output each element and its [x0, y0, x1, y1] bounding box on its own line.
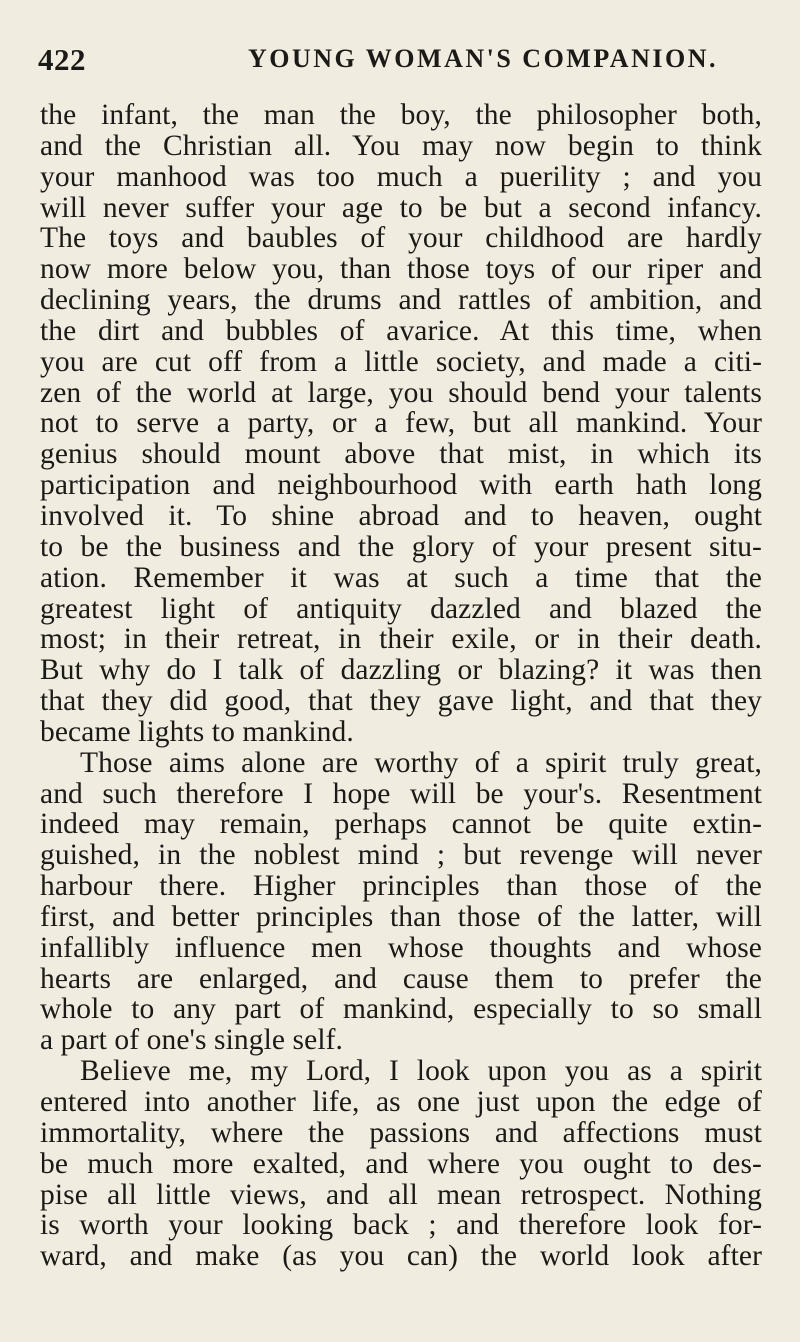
- text-line: immortality, where the passions and affections must: [40, 1116, 762, 1149]
- text-line: ward, and make (as you can) the world look after: [40, 1240, 762, 1273]
- running-head: [38, 42, 762, 86]
- text-line: that they did good, that they gave light, and that they: [40, 685, 762, 718]
- text-line: you are cut off from a little society, and made a citi-: [40, 345, 762, 378]
- text-line: the infant, the man the boy, the philosopher both,: [40, 99, 762, 131]
- text-line: ation. Remember it was at such a time that the: [40, 561, 762, 594]
- text-line: indeed may remain, perhaps cannot be quite extin-: [40, 808, 762, 841]
- text-line: to be the business and the glory of your present situ-: [40, 530, 762, 563]
- text-line: hearts are enlarged, and cause them to prefer the: [40, 962, 762, 995]
- text-line: be much more exalted, and where you ought to des-: [40, 1147, 762, 1180]
- text-line: involved it. To shine abroad and to heaven, ought: [40, 499, 762, 532]
- text-line: became lights to mankind.: [40, 715, 354, 748]
- text-line: will never suffer your age to be but a second infancy.: [40, 191, 762, 224]
- text-line: Those aims alone are worthy of a spirit truly great,: [80, 746, 762, 779]
- text-line: The toys and baubles of your childhood are hardly: [40, 222, 762, 255]
- text-line: now more below you, than those toys of our riper and: [40, 253, 762, 286]
- text-line: most; in their retreat, in their exile, or in their death.: [40, 623, 762, 656]
- text-line: guished, in the noblest mind ; but revenge will never: [40, 839, 762, 872]
- text-line: the dirt and bubbles of avarice. At this time, when: [40, 314, 762, 347]
- text-line: a part of one's single self.: [40, 1024, 344, 1057]
- text-line: But why do I talk of dazzling or blazing? it was then: [40, 654, 762, 687]
- text-line: Believe me, my Lord, I look upon you as a spirit: [80, 1055, 762, 1088]
- page-number: 422: [38, 42, 86, 77]
- text-line: whole to any part of mankind, especially to so small: [40, 993, 762, 1026]
- text-line: greatest light of antiquity dazzled and blazed the: [40, 592, 762, 625]
- text-line: not to serve a party, or a few, but all mankind. Your: [40, 407, 762, 440]
- text-line: genius should mount above that mist, in which its: [40, 438, 762, 471]
- text-line: first, and better principles than those of the latter, will: [40, 900, 762, 933]
- text-line: participation and neighbourhood with earth hath long: [40, 469, 762, 502]
- text-line: entered into another life, as one just upon the edge of: [40, 1086, 762, 1118]
- text-line: pise all little views, and all mean retrospect. Nothing: [40, 1178, 762, 1211]
- body-text: [40, 100, 762, 1272]
- text-line: declining years, the drums and rattles of ambition, and: [40, 284, 762, 317]
- text-line: your manhood was too much a puerility ; and you: [40, 160, 762, 193]
- text-line: infallibly influence men whose thoughts and whose: [40, 931, 762, 964]
- text-line: zen of the world at large, you should bend your talents: [40, 376, 762, 409]
- text-line: and such therefore I hope will be your's. Resentment: [40, 777, 762, 810]
- running-title: YOUNG WOMAN'S COMPANION.: [248, 44, 718, 73]
- text-line: and the Christian all. You may now begin to think: [40, 129, 762, 162]
- text-line: is worth your looking back ; and therefore look for-: [40, 1209, 762, 1242]
- text-line: harbour there. Higher principles than those of the: [40, 870, 762, 903]
